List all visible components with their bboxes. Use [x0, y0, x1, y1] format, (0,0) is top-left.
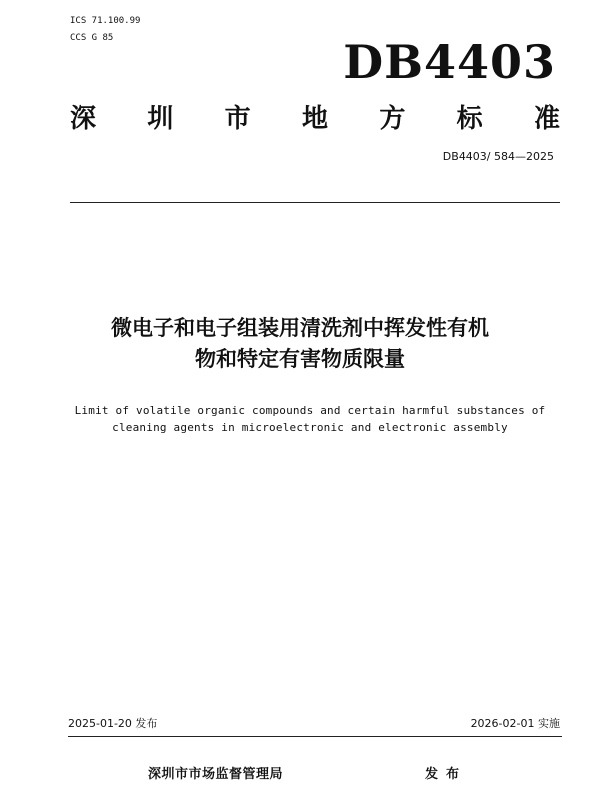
ics-code: ICS 71.100.99: [70, 16, 141, 26]
implement-date: 2026-02-01 实施: [470, 717, 560, 730]
standard-code-logo: DB4403: [343, 35, 556, 89]
publish-date: 2025-01-20 发布: [68, 717, 158, 730]
standard-type-char: 方: [379, 104, 406, 134]
document-title-zh: [40, 313, 560, 375]
issuing-authority: 深圳市市场监督管理局: [148, 767, 284, 782]
issued-label: 发布: [425, 767, 468, 782]
standard-type-char: 深: [70, 104, 97, 134]
ccs-code: CCS G 85: [70, 33, 114, 43]
title-en-line: cleaning agents in microelectronic and electronic assembly: [112, 421, 508, 434]
title-line: 物和特定有害物质限量: [195, 347, 405, 371]
standard-number: DB4403/ 584—2025: [442, 150, 554, 163]
document-title-en: [40, 402, 580, 436]
footer-divider: [68, 736, 562, 737]
standard-type-char: 准: [533, 104, 560, 134]
title-en-line: Limit of volatile organic compounds and certain harmful substances of: [74, 404, 546, 417]
header-divider: [70, 202, 560, 203]
standard-type-char: 标: [456, 104, 483, 134]
standard-type: [70, 102, 560, 136]
title-line: 微电子和电子组装用清洗剂中挥发性有机: [111, 316, 489, 340]
standard-type-char: 圳: [147, 104, 174, 134]
standard-type-char: 地: [301, 104, 328, 134]
standard-type-char: 市: [224, 104, 251, 134]
